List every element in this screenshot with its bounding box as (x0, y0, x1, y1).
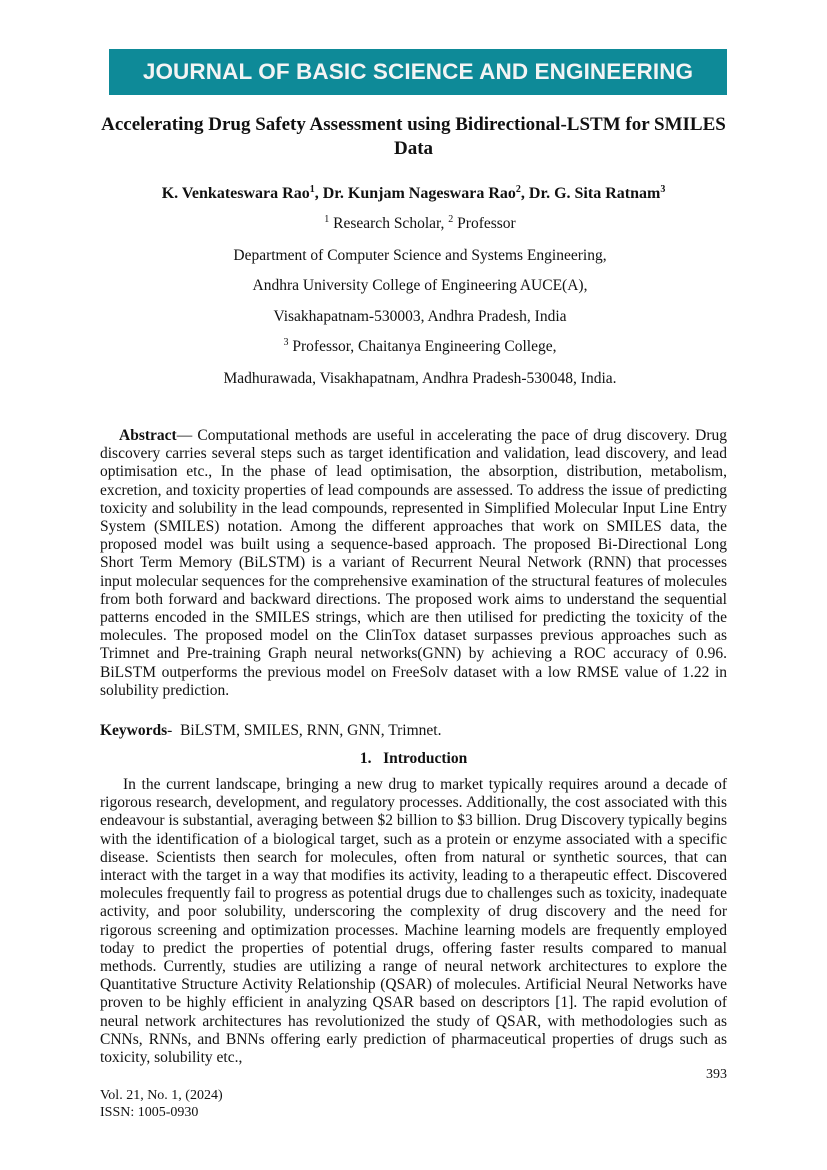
paper-title: Accelerating Drug Safety Assessment using Bidirectional-LSTM for SMILES Data (101, 114, 726, 159)
introduction-text: In the current landscape, bringing a new drug to market typically requires around a decade of rigorous research, development, and regulatory processes. Additionally, the cost associated with this endeavour is substantial, averaging between $2 billion to $3 billion. Drug Discovery typically begins with the identification of a biological target, such as a protein or enzyme associated with a specific disease. Scientists then search for molecules, often from natural or synthetic sources, that can interact with the target in a way that modifies its activity, leading to a therapeutic effect. Discovered molecules frequently fail to progress as potential drugs due to challenges such as toxicity, inadequate activity, and poor solubility, underscoring the complexity of drug discovery and the need for rigorous screening and optimization processes. Machine learning models are frequently employed today to predict the properties of potential drugs, offering faster results compared to manual methods. Currently, studies are utilizing a range of neural network architectures to explore the Quantitative Structure Activity Relationship (QSAR) of molecules. Artificial Neural Networks have proven to be highly efficient in analyzing QSAR based on descriptors [1]. The rapid evolution of neural network architectures has revolutionized the study of QSAR, with methodologies such as CNNs, RNNs, and BNNs offering early prediction of pharmaceutical properties of drugs such as toxicity, solubility etc., (100, 776, 727, 1067)
affiliation-line-1: Department of Computer Science and Systems Engineering, (233, 247, 607, 264)
page-number: 393 (706, 1067, 727, 1082)
role-mark-2: 2 (448, 214, 454, 225)
footer-volume: Vol. 21, No. 1, (2024) (100, 1088, 223, 1103)
author-2-mark: 2 (515, 184, 521, 195)
affiliation-2-mark: 3 (283, 337, 289, 348)
author-1-mark: 1 (309, 184, 315, 195)
author-2: Dr. Kunjam Nageswara Rao (322, 185, 516, 202)
journal-banner (109, 49, 727, 95)
role-1: Research Scholar, (329, 215, 449, 232)
footer-issn: ISSN: 1005-0930 (100, 1105, 199, 1120)
affiliation-2-text: Professor, Chaitanya Engineering College, (288, 338, 557, 355)
author-3-mark: 3 (660, 184, 666, 195)
author-list: K. Venkateswara Rao$^1$, Dr. Kunjam Nageswara Rao$^2$, Dr. G. Sita Ratnam$^3$ (161, 184, 666, 202)
affiliation-line-3: Visakhapatnam-530003, Andhra Pradesh, India (273, 308, 567, 325)
abstract (100, 427, 727, 700)
abstract-label: Abstract (119, 427, 177, 444)
affiliation-2-line-1 (100, 337, 740, 357)
keywords-label: Keywords (100, 722, 168, 739)
role-mark-1: 1 (324, 214, 330, 225)
keywords-text: - BiLSTM, SMILES, RNN, GNN, Trimnet. (167, 722, 442, 739)
affiliation-2-line-2: Madhurawada, Visakhapatnam, Andhra Pradesh-530048, India. (223, 370, 617, 387)
section-heading: 1. Introduction (359, 750, 468, 767)
role-2: Professor (453, 215, 516, 232)
keywords (100, 722, 727, 740)
journal-name: JOURNAL OF BASIC SCIENCE AND ENGINEERING (142, 59, 694, 84)
author-1: K. Venkateswara Rao (161, 185, 310, 202)
affiliation-line-2: Andhra University College of Engineering AUCE(A), (252, 277, 588, 294)
author-roles (100, 214, 740, 234)
abstract-text: — Computational methods are useful in accelerating the pace of drug discovery. Drug discovery carries several steps such as target identification and validation, lead discovery, and lead optimisation etc., In the phase of lead optimisation, the absorption, distribution, metabolism, excretion, and toxicity properties of lead compounds are assessed. To address the issue of predicting toxicity and solubility in the lead compounds, represented in Simplified Molecular Input Line Entry System (SMILES) notation. Among the different approaches that work on SMILES data, the proposed model was built using a sequence-based approach. The proposed Bi-Directional Long Short Term Memory (BiLSTM) is a variant of Recurrent Neural Network (RNN) that processes input molecular sequences for the comprehensive examination of the structural features of molecules from both forward and backward directions. The proposed work aims to understand the sequential patterns encoded in the SMILES strings, which are then utilised for predicting the toxicity of the molecules. The proposed model on the ClinTox dataset surpasses previous approaches such as Trimnet and Pre-training Graph neural networks(GNN) by achieving a ROC accuracy of 0.96. BiLSTM outperforms the previous model on FreeSolv dataset with a low RMSE value of 1.22 in solubility prediction. (100, 427, 727, 699)
author-3: Dr. G. Sita Ratnam (528, 185, 661, 202)
